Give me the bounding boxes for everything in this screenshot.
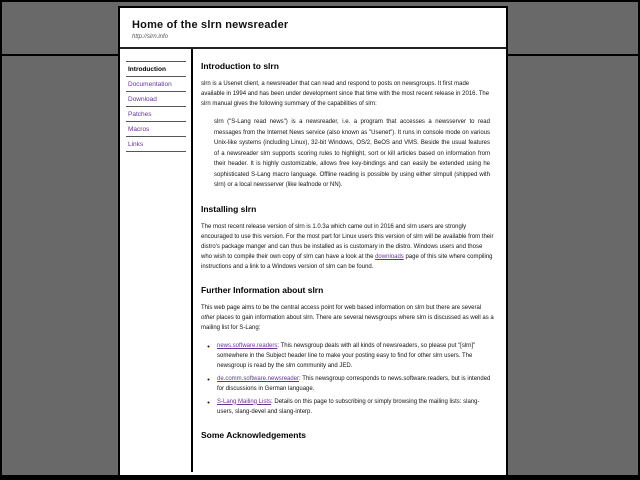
list-item-text: : This newsgroup deals with all kinds of newsreaders, so please put "[slrn]" somewhere in the Subject header line to make your posting easy to find for other slrn users. The newsgroup is read by the slrn community and JED. (217, 342, 476, 369)
sidebar-item (126, 92, 186, 107)
further-text-emphasis: other (201, 314, 215, 321)
sidebar-item (126, 122, 186, 137)
list-item-text: : This newsgroup corresponds to news.software.readers, but is intended for discussions in German language. (217, 375, 491, 392)
section-introduction (201, 61, 494, 191)
sidebar-item-links[interactable]: Links (128, 141, 144, 148)
page-container (118, 6, 508, 475)
list-item (217, 341, 494, 371)
slang-mailing-lists-link[interactable]: S-Lang Mailing Lists (217, 398, 272, 405)
newsgroup-list (201, 341, 494, 417)
sidebar-nav (120, 49, 191, 472)
installing-text-start: The most recent release version of slrn is 1.0.3a which came out in 2016 and slrn users are strongly encouraged to use this version. For the most part for Linux users this version of slrn will be available from their distro's package manger and can thus be installed as is customary in the distro. Windows users and those who wish to compile their own copy of slrn can have a look at the (201, 223, 494, 260)
sidebar-item-patches[interactable]: Patches (128, 111, 152, 118)
downloads-link[interactable]: downloads (375, 253, 404, 260)
sidebar-item-introduction[interactable]: Introduction (128, 66, 166, 73)
heading-further-information: Further Information about slrn (201, 284, 324, 295)
heading-installing: Installing slrn (201, 203, 257, 214)
sidebar-item-macros[interactable]: Macros (128, 126, 150, 133)
further-text-start: This web page aims to be the central access point for web based information on slrn but there are several (201, 304, 482, 311)
sidebar-item-documentation[interactable]: Documentation (128, 81, 172, 88)
intro-paragraph: slrn is a Usenet client, a newsreader that can read and respond to posts on newsgroups. It first made available in 1994 and has been under development since that time with the most recent release in 2016. The slrn manual gives the following summary of the capabilities of slrn: (201, 81, 490, 107)
installing-paragraph (201, 222, 494, 272)
sidebar-item (126, 137, 186, 152)
sidebar-nav-list (126, 61, 186, 152)
sidebar-item (126, 62, 186, 77)
installing-text-end: page of this site where compiling instructions and a link to a Windows version of slrn can be found. (201, 253, 493, 270)
manual-summary-quote: slrn ("S-Lang read news") is a newsreader, i.e. a program that accesses a newsserver to read messages from the Internet News service (also known as "Usenet"). It runs in console mode on various Unix-like systems (including Linux), 32-bit Windows, OS/2, BeOS and VMS. Beside the usual features of a newsreader slrn supports scoring rules to highlight, sort or kill articles based on information from their header. It is highly customizable, allows free key-bindings and can easily be extended using he sophisticated S-Lang macro language. Offline reading is possible by using either slrnpull (shipped with slrn) or a local newsserver (like leafnode or NN). (214, 119, 490, 188)
page-title: Home of the slrn newsreader (132, 19, 289, 31)
sidebar-item (126, 107, 186, 122)
list-item (217, 397, 494, 417)
de-comm-software-newsreader-link[interactable]: de.comm.software.newsreader (217, 375, 300, 382)
main-content (191, 49, 506, 472)
section-acknowledgements (201, 430, 494, 440)
page-subtitle: http://slrn.info (132, 34, 169, 40)
further-text-end: places to gain information about slrn. There are several newsgroups where slrn is discussed as well as a mailing list for S-Lang: (201, 314, 494, 331)
section-further-information (201, 285, 494, 417)
list-item (217, 374, 494, 394)
news-software-readers-link[interactable]: news.software.readers (217, 342, 278, 349)
heading-introduction: Introduction to slrn (201, 61, 279, 71)
section-installing (201, 204, 494, 272)
sidebar-item (126, 77, 186, 92)
sidebar-item-download[interactable]: Download (128, 96, 157, 103)
page-body (120, 49, 506, 472)
heading-acknowledgements: Some Acknowledgements (201, 429, 307, 440)
further-information-paragraph (201, 303, 494, 333)
list-item-text: : Details on this page to subscribing or simply browsing the mailing lists: slang-users, slang-devel and slang-interp. (217, 398, 480, 415)
page-header (120, 8, 506, 49)
